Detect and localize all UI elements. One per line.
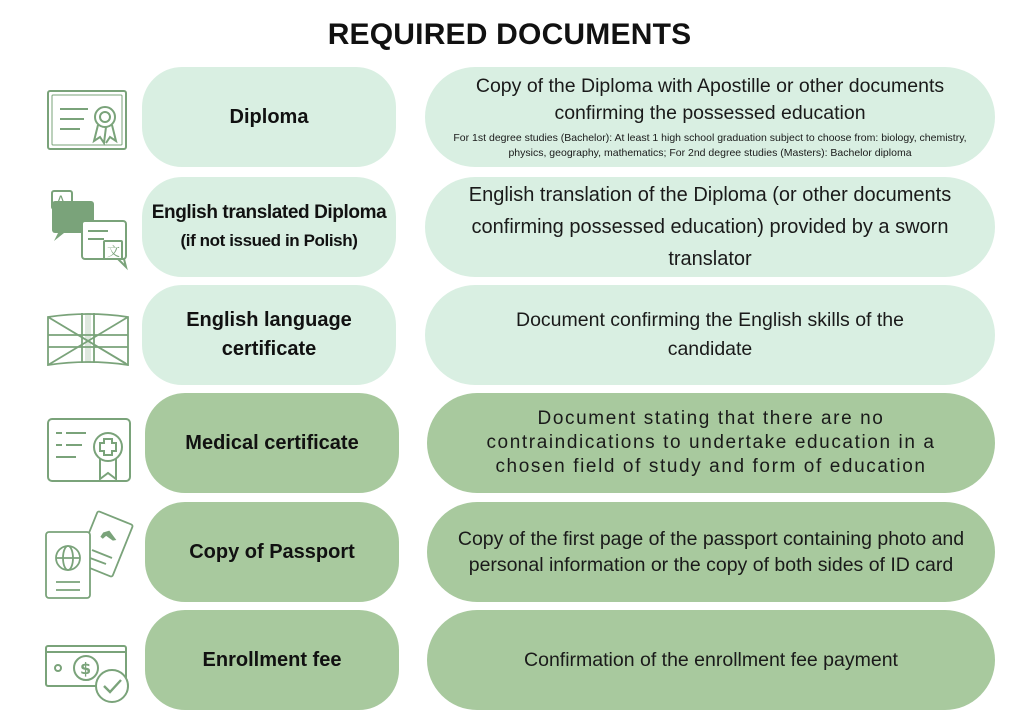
document-description bbox=[425, 177, 995, 277]
document-row-medical-certificate bbox=[0, 393, 1019, 495]
document-name: Enrollment fee bbox=[145, 610, 399, 710]
document-name bbox=[142, 177, 396, 277]
description-text: Document stating that there are no contraindications to undertake education in a chosen field of study and form of education bbox=[486, 408, 936, 477]
document-description bbox=[427, 393, 995, 493]
document-name-line1: English translated Diploma bbox=[151, 202, 387, 223]
passport-icon bbox=[42, 506, 134, 602]
page-title: REQUIRED DOCUMENTS bbox=[327, 18, 692, 51]
money-check-icon bbox=[42, 620, 134, 704]
document-row-translated-diploma bbox=[0, 177, 1019, 279]
document-description bbox=[425, 67, 995, 167]
svg-text:文: 文 bbox=[107, 245, 121, 260]
description-text: Document confirming the English skills of the candidate bbox=[515, 309, 904, 360]
medical-certificate-icon bbox=[42, 403, 134, 487]
document-name: Medical certificate bbox=[145, 393, 399, 493]
translation-icon bbox=[42, 187, 134, 271]
document-description bbox=[427, 610, 995, 710]
svg-text:$: $ bbox=[80, 659, 92, 678]
description-note: For 1st degree studies (Bachelor): At least 1 high school graduation subject to choose from: biology, chemistry, physics, geography, mathematics; For 2nd degree studies (Masters): Bachelor diploma bbox=[453, 132, 967, 159]
document-name: Diploma bbox=[142, 67, 396, 167]
document-row-enrollment-fee bbox=[0, 610, 1019, 712]
document-name: Copy of Passport bbox=[145, 502, 399, 602]
document-row-passport bbox=[0, 502, 1019, 604]
document-name-line2: (if not issued in Polish) bbox=[180, 231, 358, 250]
diploma-certificate-icon bbox=[42, 77, 134, 161]
description-text: Confirmation of the enrollment fee payment bbox=[524, 648, 898, 671]
document-name: English language certificate bbox=[142, 285, 396, 385]
uk-flag-icon bbox=[42, 295, 134, 379]
document-row-diploma bbox=[0, 67, 1019, 169]
document-description bbox=[425, 285, 995, 385]
document-description bbox=[427, 502, 995, 602]
description-text: Copy of the Diploma with Apostille or other documents confirming the possessed education bbox=[475, 75, 945, 124]
document-row-english-certificate bbox=[0, 285, 1019, 387]
description-text: Copy of the first page of the passport containing photo and personal information or the copy of both sides of ID card bbox=[457, 528, 965, 576]
description-text: English translation of the Diploma (or other documents confirming possessed education) provided by a sworn translator bbox=[468, 184, 952, 270]
